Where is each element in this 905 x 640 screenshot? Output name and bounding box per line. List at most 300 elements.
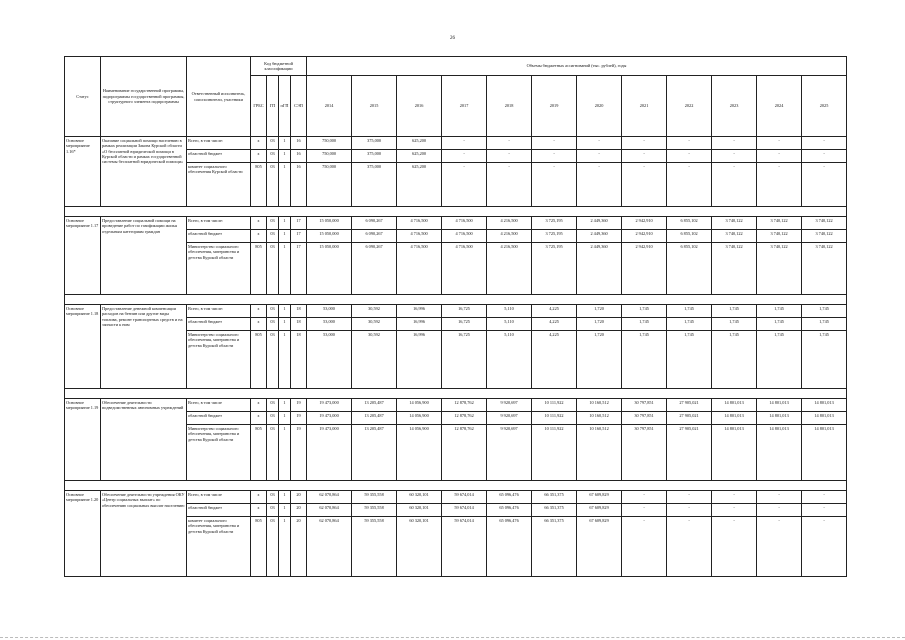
header-year: 2015 [352,76,397,137]
value-cell: 3 740,122 [802,230,847,243]
value-cell: 3 740,122 [712,217,757,230]
value-cell: - [622,491,667,504]
value-cell: 59 355,558 [352,491,397,504]
value-cell: 14 801,013 [712,412,757,425]
table-row [65,305,847,318]
value-cell: - [712,491,757,504]
kod-cell: 17 [291,230,307,243]
value-cell: - [622,517,667,577]
kod-cell: х [251,150,267,163]
kod-cell: х [251,318,267,331]
status-cell: Основное мероприятие 1.19 [65,399,101,481]
value-cell: - [487,150,532,163]
header-kod: Код бюджетной классификации [251,57,307,76]
value-cell: 59 355,558 [352,504,397,517]
kod-cell: 20 [291,491,307,504]
value-cell: 27 905,021 [667,425,712,481]
table-row [65,399,847,412]
value-cell: - [577,163,622,207]
program-name-cell: Оказание социальной помощи населению в рамках реализации Закона Курской области «О бесплатной юридической помощи в Курской области и рамках государственной системы бесплатной юридической помощи» [101,137,187,207]
kod-cell: х [251,399,267,412]
kod-cell: 03 [267,504,279,517]
value-cell: 1,745 [712,331,757,389]
value-cell: 1,745 [757,331,802,389]
value-cell: - [802,150,847,163]
value-cell: - [757,137,802,150]
value-cell: - [757,491,802,504]
value-cell: 3 740,122 [802,217,847,230]
value-cell: 9 920,697 [487,412,532,425]
value-cell: 13 205,487 [352,399,397,412]
header-name: Наименование государственной программы, подпрограммы государственной программы, структурного элемента подпрограммы [101,57,187,137]
kod-cell: 1 [279,163,291,207]
spacer-cell [65,207,847,217]
page-number: 26 [450,36,455,41]
value-cell: - [802,504,847,517]
kod-cell: 19 [291,425,307,481]
kod-cell: 1 [279,491,291,504]
value-cell: - [532,150,577,163]
value-cell: 1,745 [622,318,667,331]
executor-cell: Всего, в том числе: [187,217,251,230]
value-cell: 2 449,360 [577,243,622,295]
kod-cell: х [251,491,267,504]
kod-cell: 18 [291,305,307,318]
spacer-cell [65,389,847,399]
kod-cell: х [251,217,267,230]
value-cell: 4,225 [532,305,577,318]
kod-cell: 1 [279,412,291,425]
header-kod-col: ГП [267,76,279,137]
value-cell: 4 716,500 [397,230,442,243]
value-cell: - [667,517,712,577]
kod-cell: 03 [267,150,279,163]
value-cell: - [487,137,532,150]
value-cell: - [622,163,667,207]
page-bottom-rule [0,637,905,638]
group-spacer [65,389,847,399]
value-cell: 13 205,487 [352,425,397,481]
header-year: 2016 [397,76,442,137]
value-cell: 65 096,476 [487,491,532,504]
value-cell: 750,000 [307,150,352,163]
program-name-cell: Предоставление денежной компенсации расходов на бензин или другие виды топлива, ремонт транспортных средств и на запчасти к ним [101,305,187,389]
value-cell: - [712,137,757,150]
value-cell: 12 878,762 [442,412,487,425]
executor-cell: областной бюджет [187,230,251,243]
value-cell: - [802,517,847,577]
kod-cell: 805 [251,163,267,207]
header-year: 2021 [622,76,667,137]
value-cell: 19 473,000 [307,399,352,412]
executor-cell: Всего, в том числе: [187,305,251,318]
value-cell: 10 160,512 [577,399,622,412]
value-cell: - [667,137,712,150]
kod-cell: 03 [267,331,279,389]
value-cell: 1,720 [577,305,622,318]
value-cell: 4 716,500 [442,230,487,243]
executor-cell: Всего, в том числе [187,399,251,412]
value-cell: 30,592 [352,331,397,389]
value-cell: 9 920,697 [487,399,532,412]
kod-cell: 1 [279,331,291,389]
value-cell: 10 111,922 [532,425,577,481]
value-cell: 4,225 [532,318,577,331]
value-cell: - [442,137,487,150]
executor-cell: комитет социального обеспечения Курской области [187,163,251,207]
header-kod-col: пГП [279,76,291,137]
value-cell: 4 216,500 [487,230,532,243]
value-cell: 66 351,375 [532,504,577,517]
kod-cell: 03 [267,425,279,481]
value-cell: 1,745 [802,305,847,318]
value-cell: - [802,491,847,504]
header-year: 2019 [532,76,577,137]
kod-cell: 18 [291,318,307,331]
spacer-cell [65,295,847,305]
value-cell: 10 111,922 [532,399,577,412]
value-cell: 62 070,864 [307,491,352,504]
kod-cell: 1 [279,217,291,230]
value-cell: 1,720 [577,318,622,331]
value-cell: - [802,137,847,150]
value-cell: 62 070,864 [307,517,352,577]
kod-cell: 03 [267,137,279,150]
kod-cell: 03 [267,318,279,331]
kod-cell: 1 [279,425,291,481]
kod-cell: 03 [267,412,279,425]
value-cell: 4 216,500 [487,217,532,230]
value-cell: 14 801,013 [712,425,757,481]
value-cell: 15 050,000 [307,243,352,295]
header-executor: Ответственный исполнитель, соисполнители, участники [187,57,251,137]
kod-cell: 1 [279,318,291,331]
value-cell: 15 050,000 [307,217,352,230]
status-cell: Основное мероприятие 1.17 [65,217,101,295]
value-cell: - [667,150,712,163]
value-cell: 375,000 [352,150,397,163]
status-cell: Основное мероприятие 1.20 [65,491,101,577]
kod-cell: 03 [267,491,279,504]
value-cell: - [622,150,667,163]
value-cell: 67 609,829 [577,517,622,577]
value-cell: - [667,163,712,207]
header-year: 2024 [757,76,802,137]
header-year: 2022 [667,76,712,137]
value-cell: 67 609,829 [577,504,622,517]
kod-cell: 16 [291,137,307,150]
header-year: 2020 [577,76,622,137]
header-volumes: Объемы бюджетных ассигнований (тыс. рублей), годы [307,57,847,76]
value-cell: 30 797,851 [622,425,667,481]
value-cell: - [442,150,487,163]
value-cell: 3 725,195 [532,230,577,243]
value-cell: 30,592 [352,318,397,331]
kod-cell: 03 [267,517,279,577]
executor-cell: Министерство социального обеспечения, материнства и детства Курской области [187,243,251,295]
kod-cell: х [251,137,267,150]
kod-cell: 1 [279,504,291,517]
kod-cell: 20 [291,504,307,517]
kod-cell: 805 [251,517,267,577]
executor-cell: областной бюджет [187,318,251,331]
value-cell: 1,745 [802,331,847,389]
value-cell: 1,745 [667,331,712,389]
executor-cell: Министерство социального обеспечения, материнства и детства Курской области [187,425,251,481]
value-cell: 1,745 [712,305,757,318]
value-cell: 19 473,000 [307,412,352,425]
kod-cell: 1 [279,305,291,318]
value-cell: 3 725,195 [532,217,577,230]
header-year: 2018 [487,76,532,137]
value-cell: 3 740,122 [712,243,757,295]
value-cell: 14 056,900 [397,412,442,425]
value-cell: 14 801,013 [757,399,802,412]
executor-cell: Всего, в том числе [187,491,251,504]
value-cell: 16,725 [442,331,487,389]
value-cell: 59 674,014 [442,504,487,517]
value-cell: 6 090,267 [352,217,397,230]
value-cell: - [712,517,757,577]
value-cell: 12 878,762 [442,425,487,481]
value-cell: - [487,163,532,207]
value-cell: 19 473,000 [307,425,352,481]
table-body [65,137,847,577]
value-cell: 16,725 [442,305,487,318]
value-cell: 1,745 [622,331,667,389]
value-cell: 67 609,829 [577,491,622,504]
value-cell: 27 905,021 [667,399,712,412]
value-cell: 4 716,500 [397,217,442,230]
table-row [65,137,847,150]
value-cell: 59 355,558 [352,517,397,577]
kod-cell: 03 [267,217,279,230]
table-row [65,217,847,230]
value-cell: 27 905,021 [667,412,712,425]
value-cell: 60 320,101 [397,491,442,504]
value-cell: 1,745 [667,305,712,318]
value-cell: 13 205,487 [352,412,397,425]
program-name-cell: Обеспечение деятельности подведомственных автономных учреждений [101,399,187,481]
value-cell: 30 797,851 [622,399,667,412]
value-cell: 4 716,500 [442,243,487,295]
value-cell: 14 801,013 [802,412,847,425]
value-cell: 5,110 [487,331,532,389]
value-cell: 625,200 [397,163,442,207]
value-cell: 2 942,910 [622,217,667,230]
header-year: 2014 [307,76,352,137]
value-cell: - [667,504,712,517]
executor-cell: Министерство социального обеспечения, материнства и детства Курской области [187,331,251,389]
kod-cell: 03 [267,243,279,295]
kod-cell: 17 [291,217,307,230]
value-cell: 14 056,900 [397,425,442,481]
group-spacer [65,295,847,305]
group-spacer [65,481,847,491]
value-cell: - [577,150,622,163]
value-cell: 2 942,910 [622,230,667,243]
kod-cell: х [251,230,267,243]
value-cell: 750,000 [307,137,352,150]
value-cell: 53,000 [307,305,352,318]
value-cell: 4 216,500 [487,243,532,295]
value-cell: 625,200 [397,150,442,163]
value-cell: 30,592 [352,305,397,318]
value-cell: 16,996 [397,305,442,318]
kod-cell: 805 [251,331,267,389]
value-cell: 1,745 [622,305,667,318]
value-cell: 60 320,101 [397,504,442,517]
value-cell: 625,200 [397,137,442,150]
value-cell: 5,110 [487,305,532,318]
kod-cell: 805 [251,425,267,481]
value-cell: 3 740,122 [712,230,757,243]
table-header [65,57,847,137]
value-cell: 14 801,013 [712,399,757,412]
value-cell: 10 160,512 [577,425,622,481]
value-cell: - [622,504,667,517]
value-cell: 15 050,000 [307,230,352,243]
value-cell: 750,000 [307,163,352,207]
value-cell: - [757,150,802,163]
value-cell: 6 090,267 [352,243,397,295]
executor-cell: Всего, в том числе: [187,137,251,150]
value-cell: 4 716,500 [442,217,487,230]
value-cell: 66 351,375 [532,491,577,504]
status-cell: Основное мероприятие 1.18 [65,305,101,389]
value-cell: 3 740,122 [757,243,802,295]
kod-cell: х [251,305,267,318]
value-cell: - [757,163,802,207]
kod-cell: 19 [291,412,307,425]
program-name-cell: Предоставление социальной помощи на проведение работ по газификации жилья отдельным категориям граждан [101,217,187,295]
kod-cell: 16 [291,163,307,207]
kod-cell: 03 [267,230,279,243]
status-cell: Основное мероприятие 1.16* [65,137,101,207]
value-cell: 375,000 [352,137,397,150]
kod-cell: 17 [291,243,307,295]
kod-cell: 19 [291,399,307,412]
header-kod-col: СЭП [291,76,307,137]
value-cell: 3 740,122 [757,217,802,230]
value-cell: - [532,137,577,150]
value-cell: 62 070,864 [307,504,352,517]
value-cell: - [712,163,757,207]
executor-cell: областной бюджет [187,150,251,163]
value-cell: 10 111,922 [532,412,577,425]
executor-cell: комитет социального обеспечения, материнства и детства Курской области [187,517,251,577]
value-cell: 14 801,013 [802,399,847,412]
kod-cell: 1 [279,243,291,295]
header-year: 2017 [442,76,487,137]
value-cell: 5,110 [487,318,532,331]
value-cell: 60 320,101 [397,517,442,577]
kod-cell: 1 [279,150,291,163]
kod-cell: 1 [279,399,291,412]
kod-cell: х [251,412,267,425]
header-status: Статус [65,57,101,137]
value-cell: 10 160,512 [577,412,622,425]
value-cell: 1,745 [712,318,757,331]
value-cell: 65 096,476 [487,517,532,577]
kod-cell: 03 [267,305,279,318]
kod-cell: 18 [291,331,307,389]
value-cell: 1,745 [802,318,847,331]
value-cell: 6 855,102 [667,243,712,295]
value-cell: 53,000 [307,331,352,389]
value-cell: 1,720 [577,331,622,389]
value-cell: 1,745 [757,305,802,318]
executor-cell: областной бюджет [187,504,251,517]
value-cell: 14 801,013 [757,425,802,481]
group-spacer [65,207,847,217]
value-cell: - [532,163,577,207]
program-name-cell: Обеспечение деятельности учреждения ОКУ «Центр социальных выплат» по обеспечению социальных выплат населению [101,491,187,577]
value-cell: 66 351,375 [532,517,577,577]
value-cell: 12 878,762 [442,399,487,412]
kod-cell: 16 [291,150,307,163]
value-cell: 6 855,102 [667,217,712,230]
value-cell: 16,725 [442,318,487,331]
value-cell: 30 797,851 [622,412,667,425]
value-cell: - [577,137,622,150]
value-cell: 3 740,122 [802,243,847,295]
value-cell: - [622,137,667,150]
value-cell: 375,000 [352,163,397,207]
header-year: 2023 [712,76,757,137]
kod-cell: х [251,504,267,517]
budget-table [64,56,847,577]
kod-cell: 03 [267,399,279,412]
kod-cell: 1 [279,137,291,150]
value-cell: - [712,504,757,517]
value-cell: 6 855,102 [667,230,712,243]
value-cell: 2 449,360 [577,230,622,243]
value-cell: 1,745 [667,318,712,331]
value-cell: 59 674,014 [442,517,487,577]
value-cell: 14 801,013 [757,412,802,425]
value-cell: 65 096,476 [487,504,532,517]
value-cell: 9 920,697 [487,425,532,481]
table-row [65,491,847,504]
value-cell: 59 674,014 [442,491,487,504]
header-year: 2025 [802,76,847,137]
header-kod-col: ГРБС [251,76,267,137]
kod-cell: 805 [251,243,267,295]
value-cell: 53,000 [307,318,352,331]
kod-cell: 03 [267,163,279,207]
executor-cell: областной бюджет [187,412,251,425]
value-cell: 16,996 [397,331,442,389]
value-cell: 6 090,267 [352,230,397,243]
value-cell: 2 942,910 [622,243,667,295]
value-cell: - [712,150,757,163]
value-cell: - [757,504,802,517]
value-cell: 2 449,360 [577,217,622,230]
value-cell: 16,996 [397,318,442,331]
value-cell: - [667,491,712,504]
value-cell: - [802,163,847,207]
value-cell: 4,225 [532,331,577,389]
value-cell: 14 056,900 [397,399,442,412]
value-cell: 1,745 [757,318,802,331]
value-cell: 14 801,013 [802,425,847,481]
kod-cell: 1 [279,517,291,577]
value-cell: 3 740,122 [757,230,802,243]
spacer-cell [65,481,847,491]
value-cell: 4 716,500 [397,243,442,295]
value-cell: - [757,517,802,577]
